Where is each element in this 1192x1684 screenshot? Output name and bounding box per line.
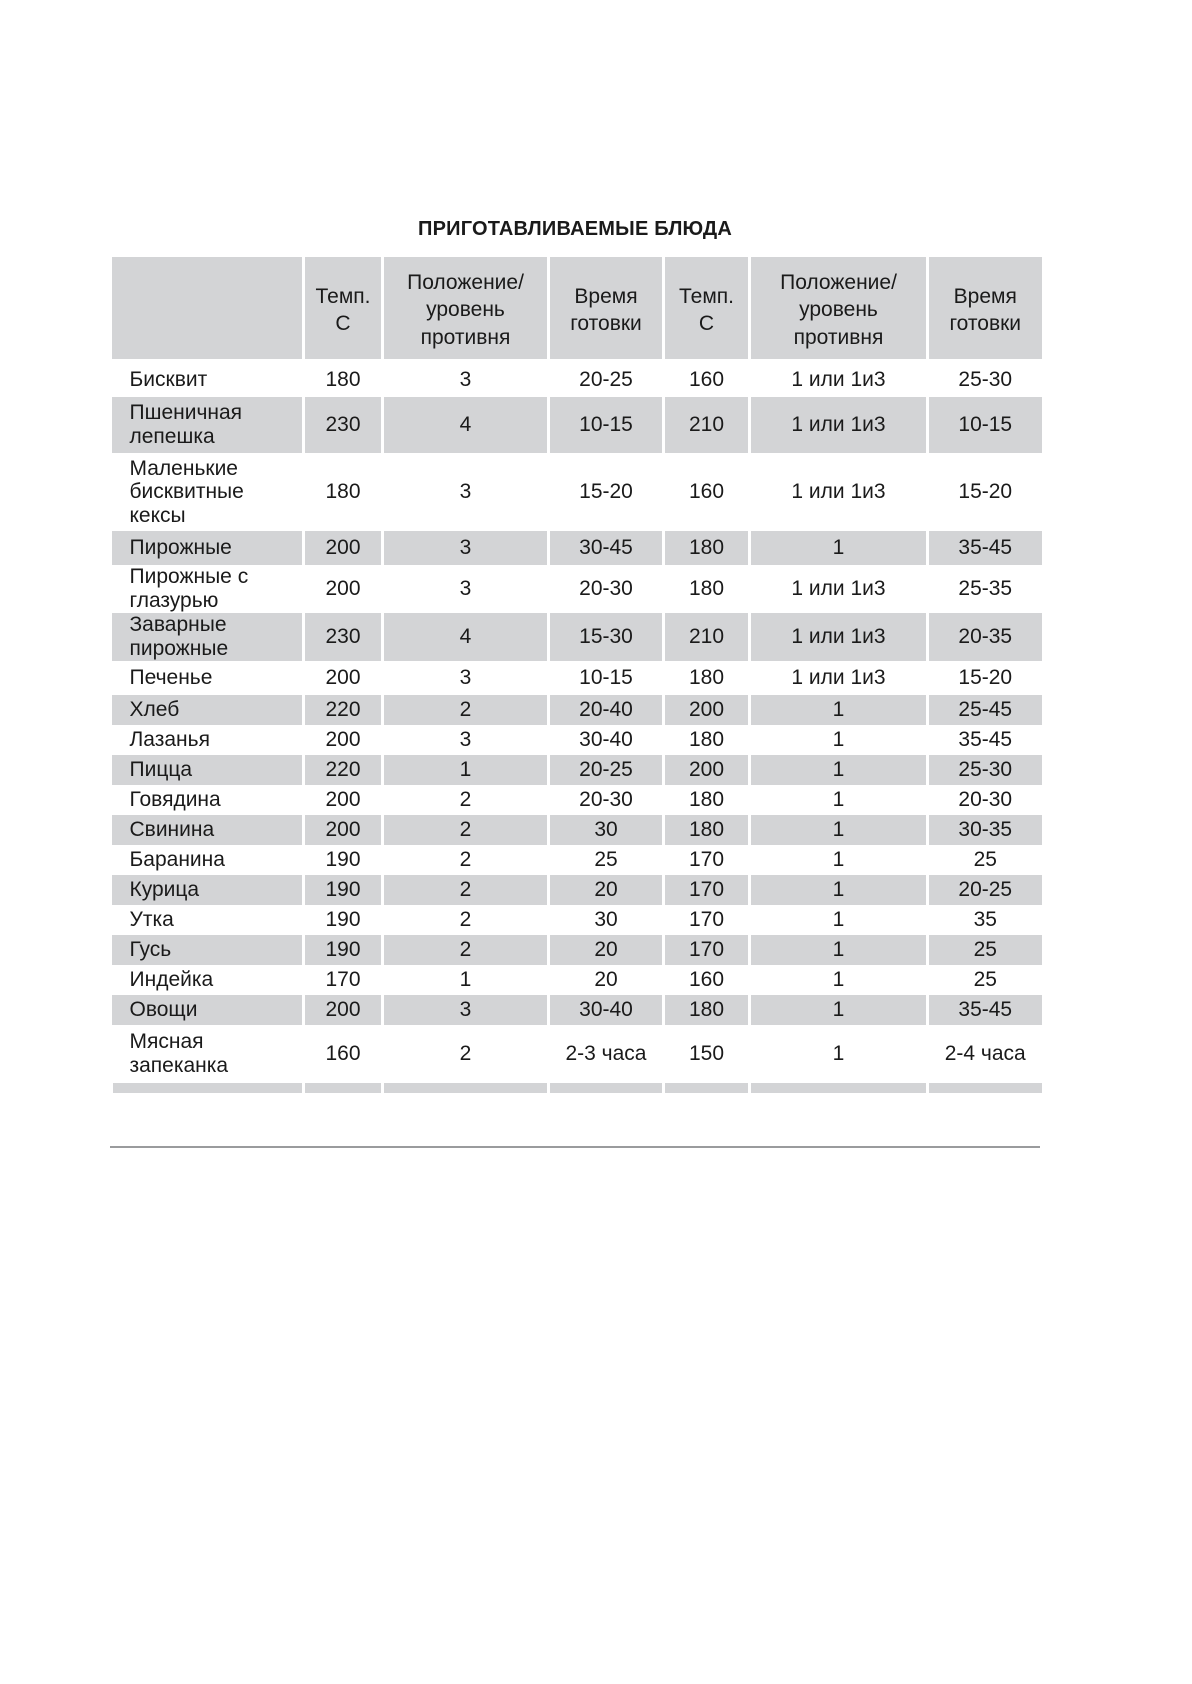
table-cell: 150 <box>664 1025 750 1083</box>
table-cell: 25-30 <box>928 363 1042 397</box>
table-row <box>112 397 1042 453</box>
table-cell: 3 <box>383 995 549 1025</box>
table-cell: 1 или 1и3 <box>750 453 928 531</box>
table-cell: 2-3 часа <box>549 1025 664 1083</box>
table-row <box>112 845 1042 875</box>
table-row <box>112 785 1042 815</box>
table-cell: 1 <box>750 1025 928 1083</box>
table-cell: 200 <box>664 695 750 725</box>
table-cell: 190 <box>304 905 383 935</box>
table-cell: 30-40 <box>549 725 664 755</box>
table-body <box>112 359 1042 1093</box>
dish-name-cell: Курица <box>112 875 304 905</box>
table-cell: 35 <box>928 905 1042 935</box>
table-cell: 20-30 <box>928 785 1042 815</box>
dish-name-cell: Баранина <box>112 845 304 875</box>
table-cell: 170 <box>664 905 750 935</box>
table-row <box>112 755 1042 785</box>
table-cell: 1 <box>750 755 928 785</box>
table-cell: 1 <box>383 965 549 995</box>
table-row <box>112 531 1042 565</box>
table-cell: 180 <box>304 363 383 397</box>
table-cell: 200 <box>304 531 383 565</box>
table-cell: 1 <box>383 755 549 785</box>
table-cell: 10-15 <box>549 661 664 695</box>
table-row <box>112 613 1042 661</box>
table-cell: 180 <box>664 815 750 845</box>
table-row <box>112 695 1042 725</box>
table-cell: 1 или 1и3 <box>750 363 928 397</box>
table-cell: 210 <box>664 613 750 661</box>
table-cell: 25 <box>928 965 1042 995</box>
table-cell: 190 <box>304 845 383 875</box>
dish-name-cell: Гусь <box>112 935 304 965</box>
table-cell: 25 <box>549 845 664 875</box>
table-cell: 1 <box>750 995 928 1025</box>
dish-name-cell: Пицца <box>112 755 304 785</box>
table-cell: 1 или 1и3 <box>750 613 928 661</box>
table-cell: 1 <box>750 531 928 565</box>
table-cell: 170 <box>664 875 750 905</box>
table-cell: 200 <box>304 661 383 695</box>
table-cell: 1 <box>750 845 928 875</box>
table-cell: 30 <box>549 815 664 845</box>
table-cell: 160 <box>664 363 750 397</box>
table-cell: 20 <box>549 875 664 905</box>
table-cell: 2 <box>383 785 549 815</box>
header-cell: Положение/ уровень противня <box>750 257 928 359</box>
table-cell: 200 <box>304 815 383 845</box>
table-row <box>112 965 1042 995</box>
bottom-divider <box>110 1146 1040 1148</box>
dish-name-cell: Говядина <box>112 785 304 815</box>
table-row <box>112 661 1042 695</box>
table-cell: 180 <box>664 565 750 613</box>
table-cell: 15-20 <box>928 453 1042 531</box>
table-cell: 3 <box>383 363 549 397</box>
table-row <box>112 815 1042 845</box>
dish-name-cell: Свинина <box>112 815 304 845</box>
dish-name-cell: Бисквит <box>112 363 304 397</box>
table-cell: 160 <box>304 1025 383 1083</box>
table-cell: 25-35 <box>928 565 1042 613</box>
table-cell: 4 <box>383 613 549 661</box>
table-cell: 2 <box>383 845 549 875</box>
header-cell: Темп. C <box>304 257 383 359</box>
table-cell: 25 <box>928 845 1042 875</box>
table-cell: 180 <box>664 531 750 565</box>
table-cell: 25 <box>928 935 1042 965</box>
table-cell: 20-40 <box>549 695 664 725</box>
table-cell: 35-45 <box>928 725 1042 755</box>
table-cell: 230 <box>304 397 383 453</box>
table-cell: 4 <box>383 397 549 453</box>
dish-name-cell: Хлеб <box>112 695 304 725</box>
table-cell: 3 <box>383 565 549 613</box>
table-cell: 30-35 <box>928 815 1042 845</box>
table-cell: 1 <box>750 695 928 725</box>
dish-name-cell: Маленькие бисквитные кексы <box>112 453 304 531</box>
table-row <box>112 725 1042 755</box>
table-cell: 35-45 <box>928 531 1042 565</box>
table-cell: 160 <box>664 965 750 995</box>
table-cell: 180 <box>664 661 750 695</box>
dishes-table-container <box>110 257 1040 1093</box>
table-cell: 20-25 <box>928 875 1042 905</box>
table-cell: 180 <box>304 453 383 531</box>
table-cell: 1 <box>750 965 928 995</box>
table-cell: 1 <box>750 935 928 965</box>
table-cell: 20 <box>549 935 664 965</box>
table-row <box>112 1025 1042 1083</box>
dish-name-cell: Овощи <box>112 995 304 1025</box>
table-cell: 220 <box>304 695 383 725</box>
table-cell: 230 <box>304 613 383 661</box>
table-cell: 1 <box>750 815 928 845</box>
table-cell: 30 <box>549 905 664 935</box>
table-cell: 190 <box>304 935 383 965</box>
header-cell: Положение/ уровень противня <box>383 257 549 359</box>
dish-name-cell: Печенье <box>112 661 304 695</box>
dish-name-cell: Лазанья <box>112 725 304 755</box>
table-row <box>112 565 1042 613</box>
table-cell: 15-20 <box>928 661 1042 695</box>
table-cell: 20-35 <box>928 613 1042 661</box>
table-cell: 210 <box>664 397 750 453</box>
table-cell: 20 <box>549 965 664 995</box>
table-cell: 20-30 <box>549 785 664 815</box>
table-cell: 200 <box>304 565 383 613</box>
table-cell: 3 <box>383 661 549 695</box>
table-cell: 20-30 <box>549 565 664 613</box>
table-cell: 170 <box>664 935 750 965</box>
dish-name-cell: Пирожные с глазурью <box>112 565 304 613</box>
header-cell: Время готовки <box>928 257 1042 359</box>
table-cell: 170 <box>664 845 750 875</box>
table-cell: 2 <box>383 1025 549 1083</box>
table-cell: 180 <box>664 785 750 815</box>
dish-name-cell: Утка <box>112 905 304 935</box>
header-cell: Время готовки <box>549 257 664 359</box>
table-cell: 30-40 <box>549 995 664 1025</box>
table-cell: 20-25 <box>549 755 664 785</box>
table-cell: 1 или 1и3 <box>750 565 928 613</box>
table-cell: 2 <box>383 905 549 935</box>
table-cell: 200 <box>304 785 383 815</box>
table-cell: 2 <box>383 875 549 905</box>
table-row <box>112 453 1042 531</box>
table-cell: 1 <box>750 905 928 935</box>
table-cell: 30-45 <box>549 531 664 565</box>
dish-name-cell: Пшеничная лепешка <box>112 397 304 453</box>
table-header-row <box>112 257 1042 359</box>
table-cell: 2 <box>383 815 549 845</box>
table-row <box>112 905 1042 935</box>
table-cell: 3 <box>383 531 549 565</box>
table-cell: 190 <box>304 875 383 905</box>
dishes-table <box>110 257 1042 1093</box>
table-cell: 2 <box>383 935 549 965</box>
table-row <box>112 875 1042 905</box>
table-row <box>112 935 1042 965</box>
table-cell: 1 или 1и3 <box>750 661 928 695</box>
table-cell: 1 <box>750 875 928 905</box>
dish-name-cell: Заварные пирожные <box>112 613 304 661</box>
table-cell: 180 <box>664 725 750 755</box>
table-cell: 2 <box>383 695 549 725</box>
table-cell: 1 <box>750 785 928 815</box>
table-cell: 160 <box>664 453 750 531</box>
table-cell: 20-25 <box>549 363 664 397</box>
header-cell: Темп. C <box>664 257 750 359</box>
table-cell: 200 <box>304 725 383 755</box>
table-cell: 10-15 <box>549 397 664 453</box>
table-cell: 200 <box>664 755 750 785</box>
table-cell: 15-30 <box>549 613 664 661</box>
table-cell: 25-30 <box>928 755 1042 785</box>
table-cell: 2-4 часа <box>928 1025 1042 1083</box>
dish-name-cell: Пирожные <box>112 531 304 565</box>
table-cell: 35-45 <box>928 995 1042 1025</box>
table-cell: 3 <box>383 725 549 755</box>
header-cell <box>112 257 304 359</box>
table-row <box>112 363 1042 397</box>
table-cell: 180 <box>664 995 750 1025</box>
table-end-band <box>112 1083 1042 1093</box>
page-title: ПРИГОТАВЛИВАЕМЫЕ БЛЮДА <box>418 218 732 240</box>
dish-name-cell: Мясная запеканка <box>112 1025 304 1083</box>
table-cell: 10-15 <box>928 397 1042 453</box>
table-cell: 220 <box>304 755 383 785</box>
table-cell: 15-20 <box>549 453 664 531</box>
table-cell: 1 <box>750 725 928 755</box>
table-cell: 200 <box>304 995 383 1025</box>
table-cell: 1 или 1и3 <box>750 397 928 453</box>
table-cell: 3 <box>383 453 549 531</box>
dish-name-cell: Индейка <box>112 965 304 995</box>
table-row <box>112 995 1042 1025</box>
table-cell: 25-45 <box>928 695 1042 725</box>
table-cell: 170 <box>304 965 383 995</box>
